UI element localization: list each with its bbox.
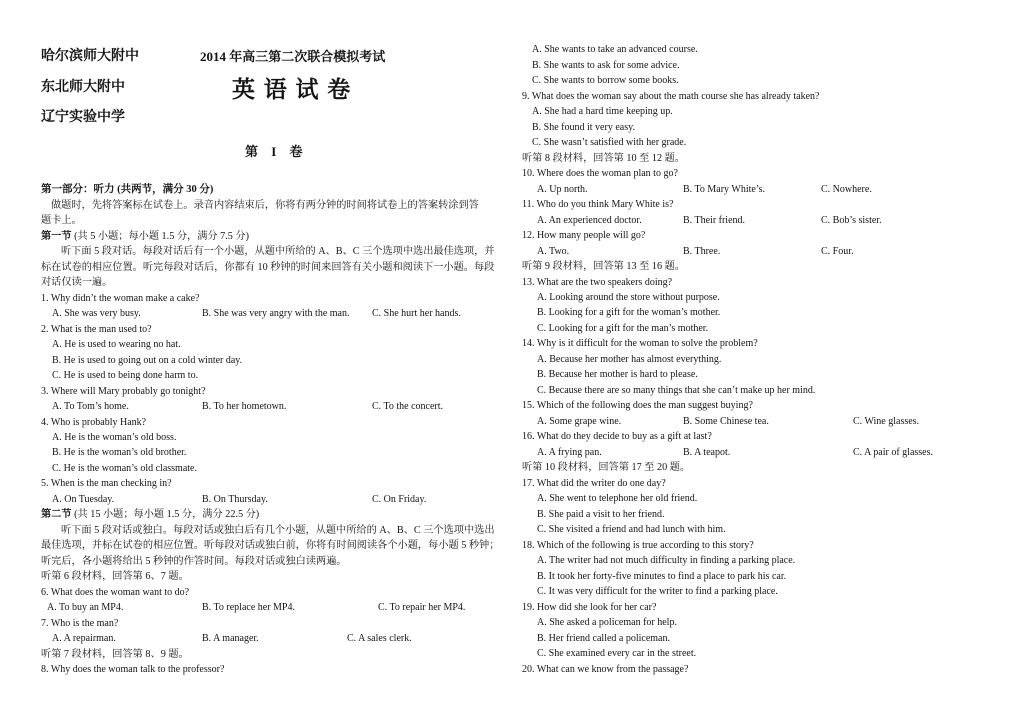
option-c: C. She wasn’t satisfied with her grade. (532, 137, 687, 149)
option-a: A. She had a hard time keeping up. (532, 106, 673, 118)
section2-info: (共 15 小题；每小题 1.5 分，满分 22.5 分) (74, 509, 260, 521)
option-a: A. Because her mother has almost everything. (537, 353, 722, 365)
material-instruction: 听第 10 段材料，回答第 17 至 20 题。 (522, 462, 691, 474)
option-b: B. It took her forty-five minutes to find a place to park his car. (537, 570, 787, 582)
option-b: B. To her hometown. (202, 401, 287, 413)
section2-directions-line: 最佳选项，并标在试卷的相应位置。听每段对话或独白前，你将有时间阅读各个小题，每小题 5 秒钟； (41, 540, 500, 552)
option-c: C. Because there are so many things that she can’t make up her mind. (537, 384, 816, 396)
section1-heading (41, 229, 511, 244)
material-instruction: 听第 6 段材料，回答第 6、7 题。 (41, 571, 189, 583)
option-c: C. To the concert. (372, 401, 444, 413)
question-stem: 12. How many people will go? (522, 230, 646, 242)
option-c: C. He is used to being done harm to. (52, 370, 199, 382)
option-a: A. Two. (537, 245, 570, 257)
question-stem: 15. Which of the following does the man suggest buying? (522, 400, 753, 412)
option-row (522, 182, 1002, 197)
question-stem: 19. How did she look for her car? (522, 601, 657, 613)
option-b: B. She found it very easy. (532, 121, 635, 133)
section1-info: (共 5 小题；每小题 1.5 分，满分 7.5 分) (74, 230, 249, 242)
option-row (41, 492, 511, 507)
section1-directions-line: 听下面 5 段对话。每段对话后有一个小题，从题中所给的 A、B、C 三个选项中选出最佳选项，并 (61, 246, 495, 258)
option-row (41, 631, 511, 646)
option-a: A. An experienced doctor. (537, 214, 642, 226)
section1-label: 第一节 (41, 230, 72, 242)
question-stem: 4. Who is probably Hank? (41, 416, 147, 428)
subject-title: 英 语 试 卷 (232, 77, 352, 102)
right-column (522, 42, 1002, 677)
option-c: C. Nowhere. (821, 183, 872, 195)
question-stem: 13. What are the two speakers doing? (522, 276, 673, 288)
option-row (522, 244, 1002, 259)
option-b: B. Her friend called a policeman. (537, 632, 670, 644)
question-stem: 16. What do they decide to buy as a gift at last? (522, 431, 712, 443)
part1-instructions-line: 题卡上。 (41, 215, 82, 227)
option-row (522, 414, 1002, 429)
section2-directions-line: 听下面 5 段对话或独白。每段对话或独白后有几个小题，从题中所给的 A、B、C 三个选项中选出 (61, 524, 495, 536)
option-row (522, 445, 1002, 460)
option-a: A. The writer had not much difficulty in finding a parking place. (537, 555, 796, 567)
part1-instructions-line: 做题时，先将答案标在试卷上。录音内容结束后，你将有两分钟的时间将试卷上的答案转涂到答 (51, 199, 479, 211)
question-stem: 2. What is the man used to? (41, 323, 152, 335)
question-stem: 8. Why does the woman talk to the professor? (41, 664, 225, 676)
option-a: A. He is the woman’s old boss. (52, 432, 177, 443)
option-c: C. He is the woman’s old classmate. (52, 462, 197, 474)
question-stem: 9. What does the woman say about the math course she has already taken? (522, 90, 820, 102)
section2-directions-line: 听完后，各小题将给出 5 秒钟的作答时间。每段对话或独白读两遍。 (41, 555, 347, 567)
question-stem: 10. Where does the woman plan to go? (522, 168, 678, 180)
option-a: A. She went to telephone her old friend. (537, 493, 698, 505)
option-b: B. A teapot. (683, 446, 731, 458)
option-b: B. Some Chinese tea. (683, 415, 769, 427)
option-b: B. She was very angry with the man. (202, 308, 350, 320)
section1-directions-line: 标在试卷的相应位置。听完每段对话后，你都有 10 秒钟的时间来回答有关小题和阅读下一小题。每段 (41, 261, 495, 273)
option-a: A. A frying pan. (537, 446, 602, 458)
option-c: C. She hurt her hands. (372, 308, 461, 320)
section1-directions-line: 对话仅读一遍。 (41, 277, 113, 289)
option-b: B. To Mary White’s. (683, 183, 765, 195)
option-b: B. She paid a visit to her friend. (537, 508, 665, 520)
school-name-2: 东北师大附中 (41, 80, 125, 95)
section2-label: 第二节 (41, 509, 72, 521)
option-a: A. To buy an MP4. (47, 602, 124, 614)
option-a: A. Some grape wine. (537, 415, 622, 427)
option-a: A. She asked a policeman for help. (537, 617, 677, 629)
question-stem: 11. Who do you think Mary White is? (522, 199, 674, 211)
question-stem: 17. What did the writer do one day? (522, 477, 666, 489)
option-b: B. On Thursday. (202, 493, 268, 505)
part1-heading: 第一部分：听力 (共两节，满分 30 分) (41, 184, 214, 196)
material-instruction: 听第 8 段材料，回答第 10 至 12 题。 (522, 152, 685, 164)
question-stem: 6. What does the woman want to do? (41, 586, 190, 598)
option-b: B. Looking for a gift for the woman’s mother. (537, 307, 721, 319)
option-b: B. He is the woman’s old brother. (52, 447, 187, 459)
question-stem: 20. What can we know from the passage? (522, 663, 689, 675)
option-c: C. She wants to borrow some books. (532, 75, 679, 87)
option-b: B. Their friend. (683, 214, 746, 226)
option-b: B. Three. (683, 245, 721, 257)
option-a: A. Looking around the store without purpose. (537, 292, 720, 303)
option-b: B. She wants to ask for some advice. (532, 59, 680, 71)
option-a: A. On Tuesday. (52, 493, 115, 505)
exam-title: 2014 年高三第二次联合模拟考试 (200, 49, 386, 64)
question-stem: 18. Which of the following is true according to this story? (522, 539, 754, 551)
school-name-1: 哈尔滨师大附中 (41, 49, 139, 64)
option-a: A. He is used to wearing no hat. (52, 339, 181, 351)
option-c: C. Looking for a gift for the man’s mother. (537, 322, 709, 334)
option-c: C. Four. (821, 245, 854, 257)
option-row (41, 399, 511, 414)
question-stem: 1. Why didn’t the woman make a cake? (41, 292, 200, 304)
material-instruction: 听第 9 段材料，回答第 13 至 16 题。 (522, 261, 685, 273)
option-c: C. To repair her MP4. (378, 602, 466, 614)
option-b: B. To replace her MP4. (202, 602, 295, 614)
material-instruction: 听第 7 段材料，回答第 8、9 题。 (41, 648, 189, 660)
option-c: C. Bob’s sister. (821, 214, 882, 226)
option-c: C. She visited a friend and had lunch with him. (537, 524, 726, 536)
option-b: B. Because her mother is hard to please. (537, 369, 698, 381)
option-c: C. Wine glasses. (853, 415, 920, 427)
option-c: C. On Friday. (372, 493, 427, 505)
question-stem: 14. Why is it difficult for the woman to solve the problem? (522, 338, 758, 350)
option-a: A. A repairman. (52, 633, 116, 645)
option-c: C. She examined every car in the street. (537, 648, 697, 660)
option-row (41, 306, 511, 321)
option-c: C. A pair of glasses. (853, 446, 933, 458)
option-row (41, 600, 511, 615)
school-name-3: 辽宁实验中学 (41, 110, 125, 125)
option-c: C. It was very difficult for the writer to find a parking place. (537, 586, 778, 598)
option-b: B. He is used to going out on a cold winter day. (52, 354, 243, 366)
volume-title: 第 I 卷 (245, 144, 308, 159)
section2-heading (41, 507, 511, 522)
question-stem: 5. When is the man checking in? (41, 478, 172, 490)
left-column (41, 182, 511, 678)
option-c: C. A sales clerk. (347, 633, 412, 645)
option-a: A. She was very busy. (52, 308, 141, 320)
option-a: A. Up north. (537, 183, 588, 195)
option-a: A. To Tom’s home. (52, 401, 129, 413)
option-b: B. A manager. (202, 633, 259, 645)
option-row (522, 213, 1002, 228)
option-a: A. She wants to take an advanced course. (532, 44, 698, 56)
question-stem: 7. Who is the man? (41, 617, 119, 629)
question-stem: 3. Where will Mary probably go tonight? (41, 385, 206, 397)
